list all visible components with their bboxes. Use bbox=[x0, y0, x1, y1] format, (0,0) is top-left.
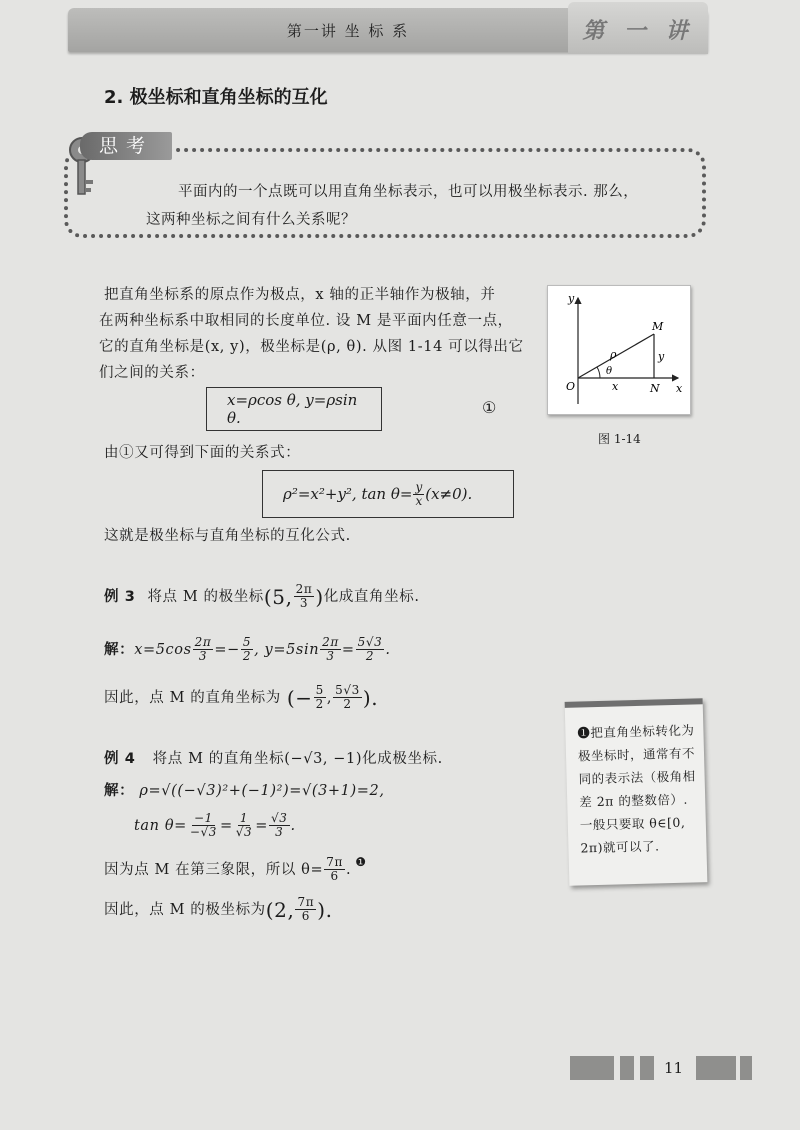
frac-den: 6 bbox=[301, 909, 310, 923]
example-4-prompt bbox=[104, 746, 443, 772]
ex3-ans-close: ). bbox=[362, 685, 379, 710]
frac-num: √3 bbox=[271, 811, 288, 825]
example-4-answer bbox=[104, 896, 333, 923]
frac-den: 6 bbox=[330, 869, 339, 883]
ex4-eq2: = bbox=[255, 817, 269, 834]
think-text bbox=[146, 178, 690, 234]
example-3-prompt bbox=[104, 583, 420, 610]
ex4-ans-open: (2, bbox=[265, 897, 295, 922]
side-note-card bbox=[565, 698, 708, 886]
from-1-text: 由①又可得到下面的关系式： bbox=[104, 445, 301, 461]
frac-den: 2 bbox=[343, 697, 352, 711]
frac-num: y bbox=[415, 479, 423, 494]
frac-2pi-3 bbox=[193, 636, 214, 663]
note-reference-mark: ❶ bbox=[355, 854, 367, 869]
sol-part-2: =− bbox=[214, 641, 240, 658]
lecture-tab bbox=[568, 2, 708, 54]
example-3-solution bbox=[104, 636, 391, 663]
fig-label-seg-y: y bbox=[658, 350, 665, 363]
lecture-label: 第 一 讲 bbox=[582, 18, 694, 44]
intro-paragraph bbox=[99, 282, 544, 386]
formula-2-left: ρ²=x²+y², tan θ= bbox=[283, 485, 413, 503]
intro-line-1: 把直角坐标系的原点作为极点，x 轴的正半轴作为极轴，并 bbox=[104, 287, 496, 303]
footer-bar-3 bbox=[640, 1056, 654, 1080]
example-4-quadrant-line bbox=[104, 856, 367, 883]
side-note-text: ❶把直角坐标转化为极坐标时，通常有不同的表示法（极角相差 2π 的整数倍）. 一般只要取 θ∈[0, 2π)就可以了. bbox=[577, 722, 696, 856]
frac-den: 3 bbox=[198, 649, 208, 663]
ex4-eq1: = bbox=[220, 817, 233, 834]
example-4-prompt-text: 将点 M 的直角坐标(−√3, −1)化成极坐标. bbox=[152, 751, 443, 767]
example-3-open: (5, bbox=[263, 584, 293, 609]
formula-1: x=ρcos θ, y=ρsin θ. bbox=[227, 391, 358, 427]
frac-den: 2 bbox=[242, 649, 252, 663]
ex4-ans-pre: 因此，点 M 的极坐标为 bbox=[104, 901, 266, 918]
example-4-label: 例 4 bbox=[104, 751, 136, 767]
ex4-rho: ρ=√((−√3)²+(−1)²)=√(3+1)=2, bbox=[139, 783, 385, 799]
section-title: 2. 极坐标和直角坐标的互化 bbox=[104, 87, 328, 108]
frac-num: 5√3 bbox=[335, 683, 360, 697]
example-3-label: 例 3 bbox=[104, 588, 136, 605]
footer-bar-4 bbox=[696, 1056, 736, 1080]
ex3-ans-comma: , bbox=[326, 689, 333, 706]
frac-num: 5√3 bbox=[357, 635, 383, 649]
sol-part-4: = bbox=[341, 641, 355, 658]
example-3-prompt-pre: 将点 M 的极坐标 bbox=[147, 588, 264, 605]
frac-num: −1 bbox=[194, 811, 213, 825]
frac-den: x bbox=[415, 493, 423, 508]
formula-1-box bbox=[206, 387, 382, 431]
frac-7pi-6 bbox=[324, 856, 345, 883]
frac-den: −√3 bbox=[189, 825, 218, 839]
frac-2pi-3-b bbox=[320, 636, 341, 663]
example-4-solution-line-1 bbox=[104, 778, 385, 804]
frac-num: 1 bbox=[239, 811, 249, 825]
frac-1-r3 bbox=[234, 812, 254, 839]
frac-den: 2 bbox=[365, 649, 375, 663]
frac-num: 2π bbox=[194, 635, 212, 649]
frac-den: 3 bbox=[275, 825, 284, 839]
frac-num: 2π bbox=[322, 635, 339, 649]
frac-num: 5 bbox=[242, 635, 252, 649]
frac-den: 3 bbox=[299, 596, 309, 610]
footer-bar-2 bbox=[620, 1056, 634, 1080]
ex4-tan-pre: tan θ= bbox=[134, 817, 187, 834]
fig-label-m: M bbox=[652, 320, 664, 333]
example-3-frac bbox=[294, 583, 315, 610]
fig-label-theta: θ bbox=[606, 366, 613, 377]
frac-den: √3 bbox=[235, 825, 253, 839]
fig-label-x-axis: x bbox=[676, 382, 683, 395]
ex3-ans-pre: 因此，点 M 的直角坐标为 bbox=[104, 689, 281, 706]
frac-m1-mr3 bbox=[188, 812, 219, 839]
ex3-ans-open: (− bbox=[286, 685, 313, 710]
figure-caption: 图 1-14 bbox=[598, 432, 641, 446]
intro-line-2: 在两种坐标系中取相同的长度单位. 设 M 是平面内任意一点， bbox=[99, 313, 513, 329]
fig-label-seg-x: x bbox=[612, 380, 619, 393]
page-number: 11 bbox=[664, 1059, 684, 1077]
chapter-header-bar bbox=[68, 8, 708, 52]
frac-num: 5 bbox=[315, 683, 324, 697]
fig-label-n: N bbox=[650, 382, 660, 395]
example-3-close: ) bbox=[315, 584, 324, 609]
fig-label-y-axis: y bbox=[568, 292, 575, 305]
figure-1-14 bbox=[547, 285, 691, 415]
example-3-answer bbox=[104, 684, 378, 711]
ex4-end: . bbox=[290, 817, 296, 834]
footer-bar-5 bbox=[740, 1056, 752, 1080]
figure-diagram bbox=[548, 286, 690, 414]
frac-5r3-2 bbox=[356, 636, 385, 663]
ans-frac-5r3-2 bbox=[333, 684, 362, 711]
frac-num: 7π bbox=[326, 855, 343, 869]
formula-2-fraction bbox=[413, 481, 424, 508]
example-3-sol-label: 解： bbox=[104, 641, 135, 658]
chapter-title: 第一讲 坐 标 系 bbox=[286, 22, 410, 40]
ans-frac-7pi-6 bbox=[295, 896, 316, 923]
think-line-1: 平面内的一个点既可以用直角坐标表示，也可以用极坐标表示. 那么， bbox=[178, 184, 639, 200]
frac-den: 2 bbox=[315, 697, 324, 711]
frac-5-2 bbox=[241, 636, 253, 663]
example-4-tan-line bbox=[134, 812, 296, 839]
sol-end: . bbox=[385, 641, 391, 658]
sol-part-1: x=5cos bbox=[134, 641, 192, 658]
footer-bar-1 bbox=[570, 1056, 614, 1080]
think-label: 思考 bbox=[80, 132, 172, 160]
frac-den: 3 bbox=[326, 649, 335, 663]
ex4-quad-end: . bbox=[346, 861, 352, 878]
ex4-quad-pre: 因为点 M 在第三象限，所以 θ= bbox=[104, 861, 324, 878]
frac-r3-3 bbox=[269, 812, 289, 839]
conclusion-text: 这就是极坐标与直角坐标的互化公式. bbox=[104, 528, 351, 544]
intro-line-3: 它的直角坐标是(x, y)，极坐标是(ρ, θ). 从图 1-14 可以得出它 bbox=[99, 339, 524, 355]
fig-label-rho: ρ bbox=[610, 348, 617, 361]
formula-2-right: (x≠0). bbox=[425, 485, 473, 503]
theta-arc bbox=[597, 367, 600, 378]
formula-2-box bbox=[262, 470, 514, 518]
think-line-2: 这两种坐标之间有什么关系呢？ bbox=[146, 212, 356, 228]
intro-line-4: 们之间的关系： bbox=[99, 365, 205, 381]
ex4-ans-close: ). bbox=[317, 897, 333, 922]
example-4-sol-label: 解： bbox=[104, 783, 135, 799]
sol-part-3: , y=5sin bbox=[254, 641, 320, 658]
frac-num: 2π bbox=[295, 582, 313, 596]
fig-label-origin: O bbox=[566, 380, 576, 393]
example-3-prompt-post: 化成直角坐标. bbox=[323, 588, 420, 605]
ans-frac-5-2 bbox=[314, 684, 326, 711]
formula-1-number: ① bbox=[482, 398, 497, 417]
frac-num: 7π bbox=[297, 895, 315, 909]
